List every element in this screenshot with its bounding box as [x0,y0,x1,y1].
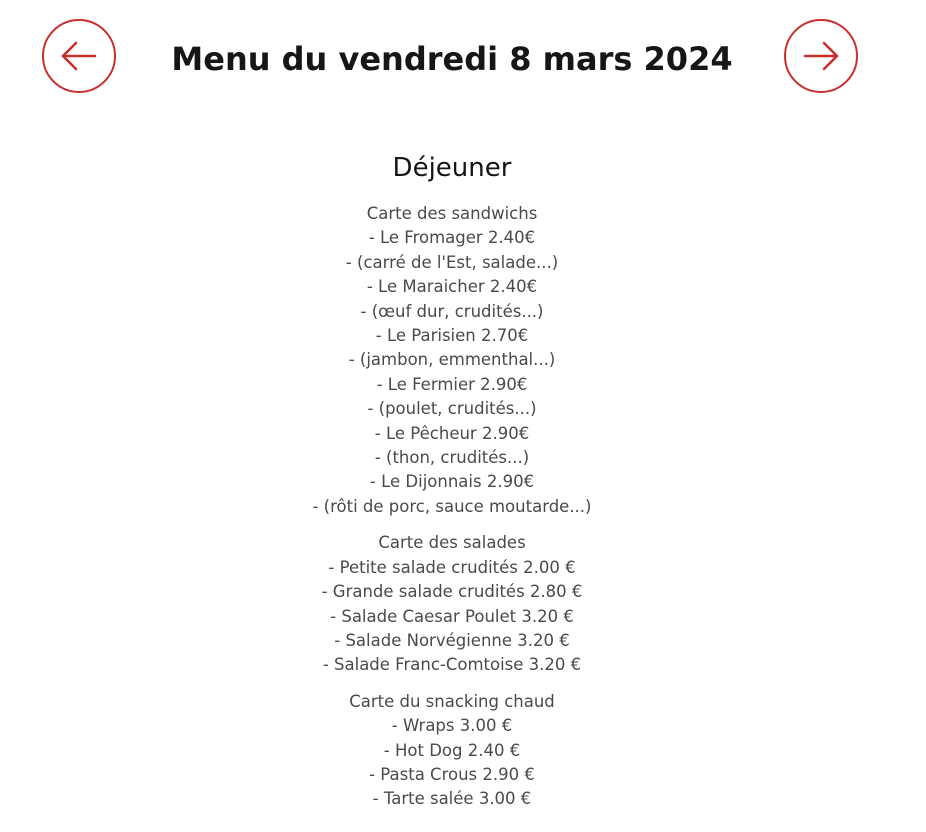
section-hot-snacks [0,690,904,812]
menu-item: - Pasta Crous 2.90 € [369,764,535,784]
menu-item: - (thon, crudités...) [374,448,530,468]
menu-header [0,0,926,120]
menu-item: - Le Maraicher 2.40€ [366,277,538,297]
section-salads [0,531,904,677]
menu-item: - Le Fermier 2.90€ [376,374,528,394]
section-sandwiches [0,202,904,519]
arrow-right-icon [797,32,845,80]
section-title: Carte des salades [378,533,526,553]
menu-item: - Tarte salée 3.00 € [372,789,532,809]
menu-item: - Salade Norvégienne 3.20 € [334,630,570,650]
menu-item: - (œuf dur, crudités...) [360,301,544,321]
menu-item: - (poulet, crudités...) [367,399,537,419]
menu-sections [0,202,904,812]
item-list [0,556,904,678]
menu-item: - Hot Dog 2.40 € [383,740,521,760]
menu-item: - (jambon, emmenthal...) [348,350,556,370]
menu-item: - Salade Franc-Comtoise 3.20 € [322,655,582,675]
menu-item: - Le Fromager 2.40€ [368,228,536,248]
item-list [0,226,904,519]
item-list [0,714,904,812]
meal-title: Déjeuner [392,153,512,183]
menu-item: - Salade Caesar Poulet 3.20 € [330,606,574,626]
menu-item: - (rôti de porc, sauce moutarde...) [312,496,592,516]
menu-item: - Le Parisien 2.70€ [375,326,529,346]
meal-menu [0,148,904,824]
menu-item: - Grande salade crudités 2.80 € [321,582,583,602]
menu-item: - Wraps 3.00 € [391,716,513,736]
menu-item: - Le Dijonnais 2.90€ [369,472,535,492]
section-title: Carte des sandwichs [366,204,538,223]
next-day-button[interactable] [784,19,858,93]
menu-item: - Le Pêcheur 2.90€ [374,423,530,443]
section-title: Carte du snacking chaud [349,691,555,711]
menu-item: - (carré de l'Est, salade...) [345,252,559,272]
menu-item: - Petite salade crudités 2.00 € [328,557,576,577]
page-title: Menu du vendredi 8 mars 2024 [171,40,733,78]
